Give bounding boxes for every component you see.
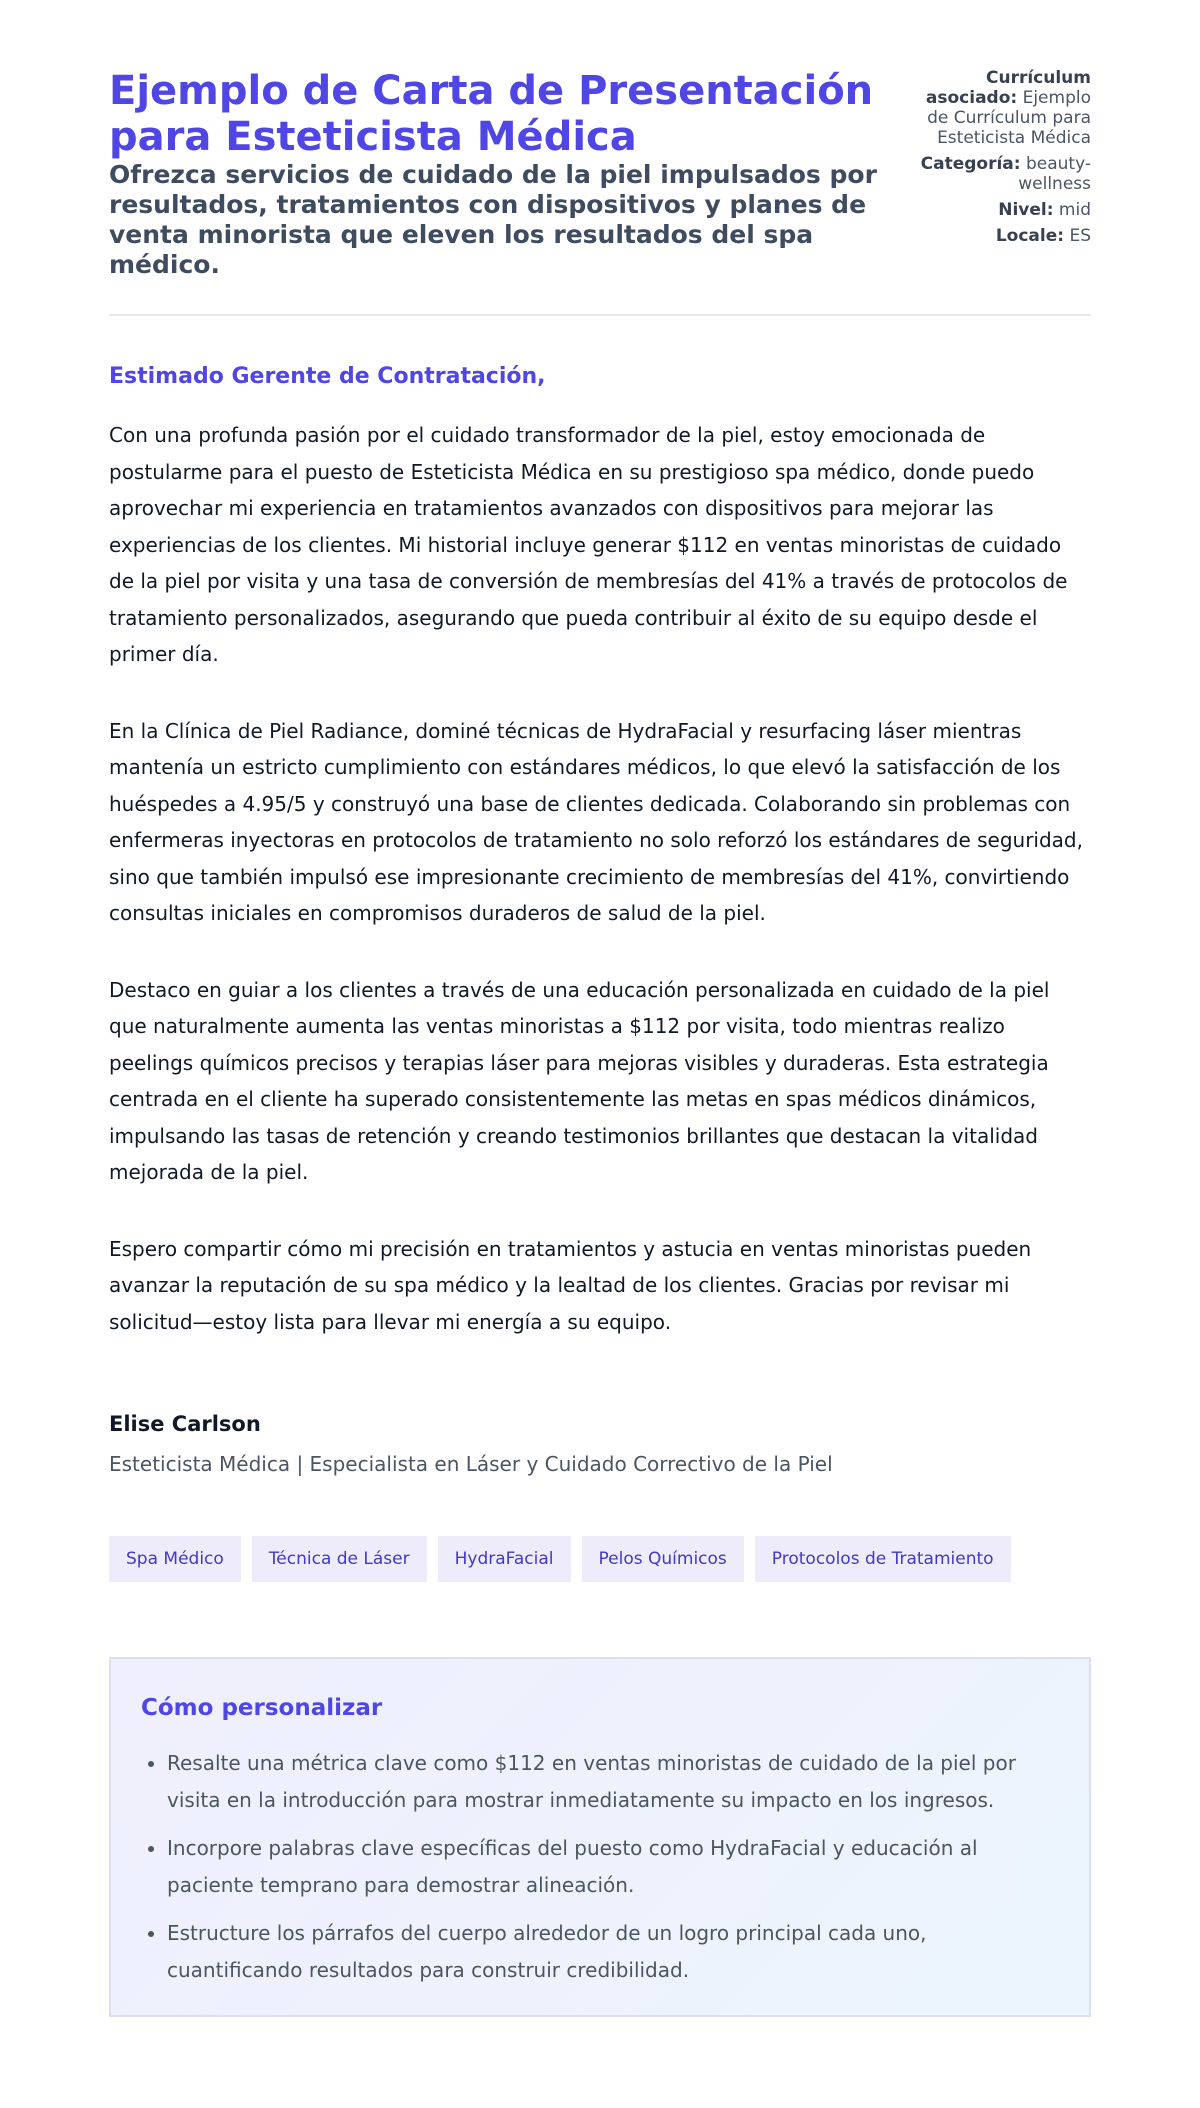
meta-panel: [911, 68, 1091, 252]
tag: Técnica de Láser: [252, 1536, 427, 1582]
header-divider: [109, 314, 1091, 316]
tag: Protocolos de Tratamiento: [755, 1536, 1011, 1582]
signature-title: Esteticista Médica | Especialista en Láser y Cuidado Correctivo de la Piel: [109, 1452, 833, 1476]
title-block: [109, 68, 889, 280]
meta-level: Nivel: mid: [998, 200, 1091, 220]
header: [109, 68, 1091, 280]
letter-paragraph: Destaco en guiar a los clientes a través de una educación personalizada en cuidado de la piel que naturalmente aumenta las ventas minoristas a $112 por visita, todo mientras realizo peelings químicos precisos y terapias láser para mejoras visibles y duraderas. Esta estrategia centrada en el cliente ha superado consistentemente las metas en spas médicos dinámicos, impulsando las tasas de retención y creando testimonios brillantes que destacan la vitalidad mejorada de la piel.: [109, 977, 1050, 1184]
tip-item: • Resalte una métrica clave como $112 en ventas minoristas de cuidado de la piel por visita en la introducción para mostrar inmediatamente su impacto en los ingresos.: [167, 1745, 1059, 1818]
letter-paragraph: En la Clínica de Piel Radiance, dominé técnicas de HydraFacial y resurfacing láser mientras mantenía un estricto cumplimiento con estándares médicos, lo que elevó la satisfacción de los huéspedes a 4.95/5 y construyó una base de clientes dedicada. Colaborando sin problemas con enfermeras inyectoras en protocolos de tratamiento no solo reforzó los estándares de seguridad, sino que también impulsó ese impresionante crecimiento de membresías del 41%, convirtiendo consultas iniciales en compromisos duraderos de salud de la piel.: [109, 718, 1083, 925]
tips-list: [141, 1745, 1059, 1988]
tips-heading: Cómo personalizar: [141, 1695, 383, 1721]
tag-list: [109, 1536, 1091, 1582]
page-subtitle: Ofrezca servicios de cuidado de la piel impulsados por resultados, tratamientos con dispositivos y planes de venta minorista que eleven los resultados del spa médico.: [109, 160, 877, 279]
tag: Pelos Químicos: [582, 1536, 744, 1582]
letter-paragraph: Con una profunda pasión por el cuidado transformador de la piel, estoy emocionada de postularme para el puesto de Esteticista Médica en su prestigioso spa médico, donde puedo aprovechar mi experiencia en tratamientos avanzados con dispositivos para mejorar las experiencias de los clientes. Mi historial incluye generar $112 en ventas minoristas de cuidado de la piel por visita y una tasa de conversión de membresías del 41% a través de protocolos de tratamiento personalizados, asegurando que pueda contribuir al éxito de su equipo desde el primer día.: [109, 423, 1068, 666]
customization-tips: [109, 1657, 1091, 2017]
signature-name: Elise Carlson: [109, 1412, 261, 1436]
letter-body: [109, 417, 1091, 1340]
page-title: Ejemplo de Carta de Presentación para Esteticista Médica: [109, 68, 874, 160]
meta-resume: Currículum asociado: Ejemplo de Currículum para Esteticista Médica: [925, 68, 1091, 148]
tip-item: • Incorpore palabras clave específicas del puesto como HydraFacial y educación al paciente temprano para demostrar alineación.: [167, 1830, 1059, 1903]
letter-paragraph: Espero compartir cómo mi precisión en tratamientos y astucia en ventas minoristas pueden avanzar la reputación de su spa médico y la lealtad de los clientes. Gracias por revisar mi solicitud—estoy lista para llevar mi energía a su equipo.: [109, 1236, 1032, 1334]
letter-greeting: Estimado Gerente de Contratación,: [109, 364, 546, 389]
meta-category: Categoría: beauty-wellness: [920, 154, 1091, 194]
meta-locale: Locale: ES: [995, 226, 1091, 246]
tag: HydraFacial: [438, 1536, 571, 1582]
tag: Spa Médico: [109, 1536, 241, 1582]
tip-item: • Estructure los párrafos del cuerpo alrededor de un logro principal cada uno, cuantificando resultados para construir credibilidad.: [167, 1915, 1059, 1988]
